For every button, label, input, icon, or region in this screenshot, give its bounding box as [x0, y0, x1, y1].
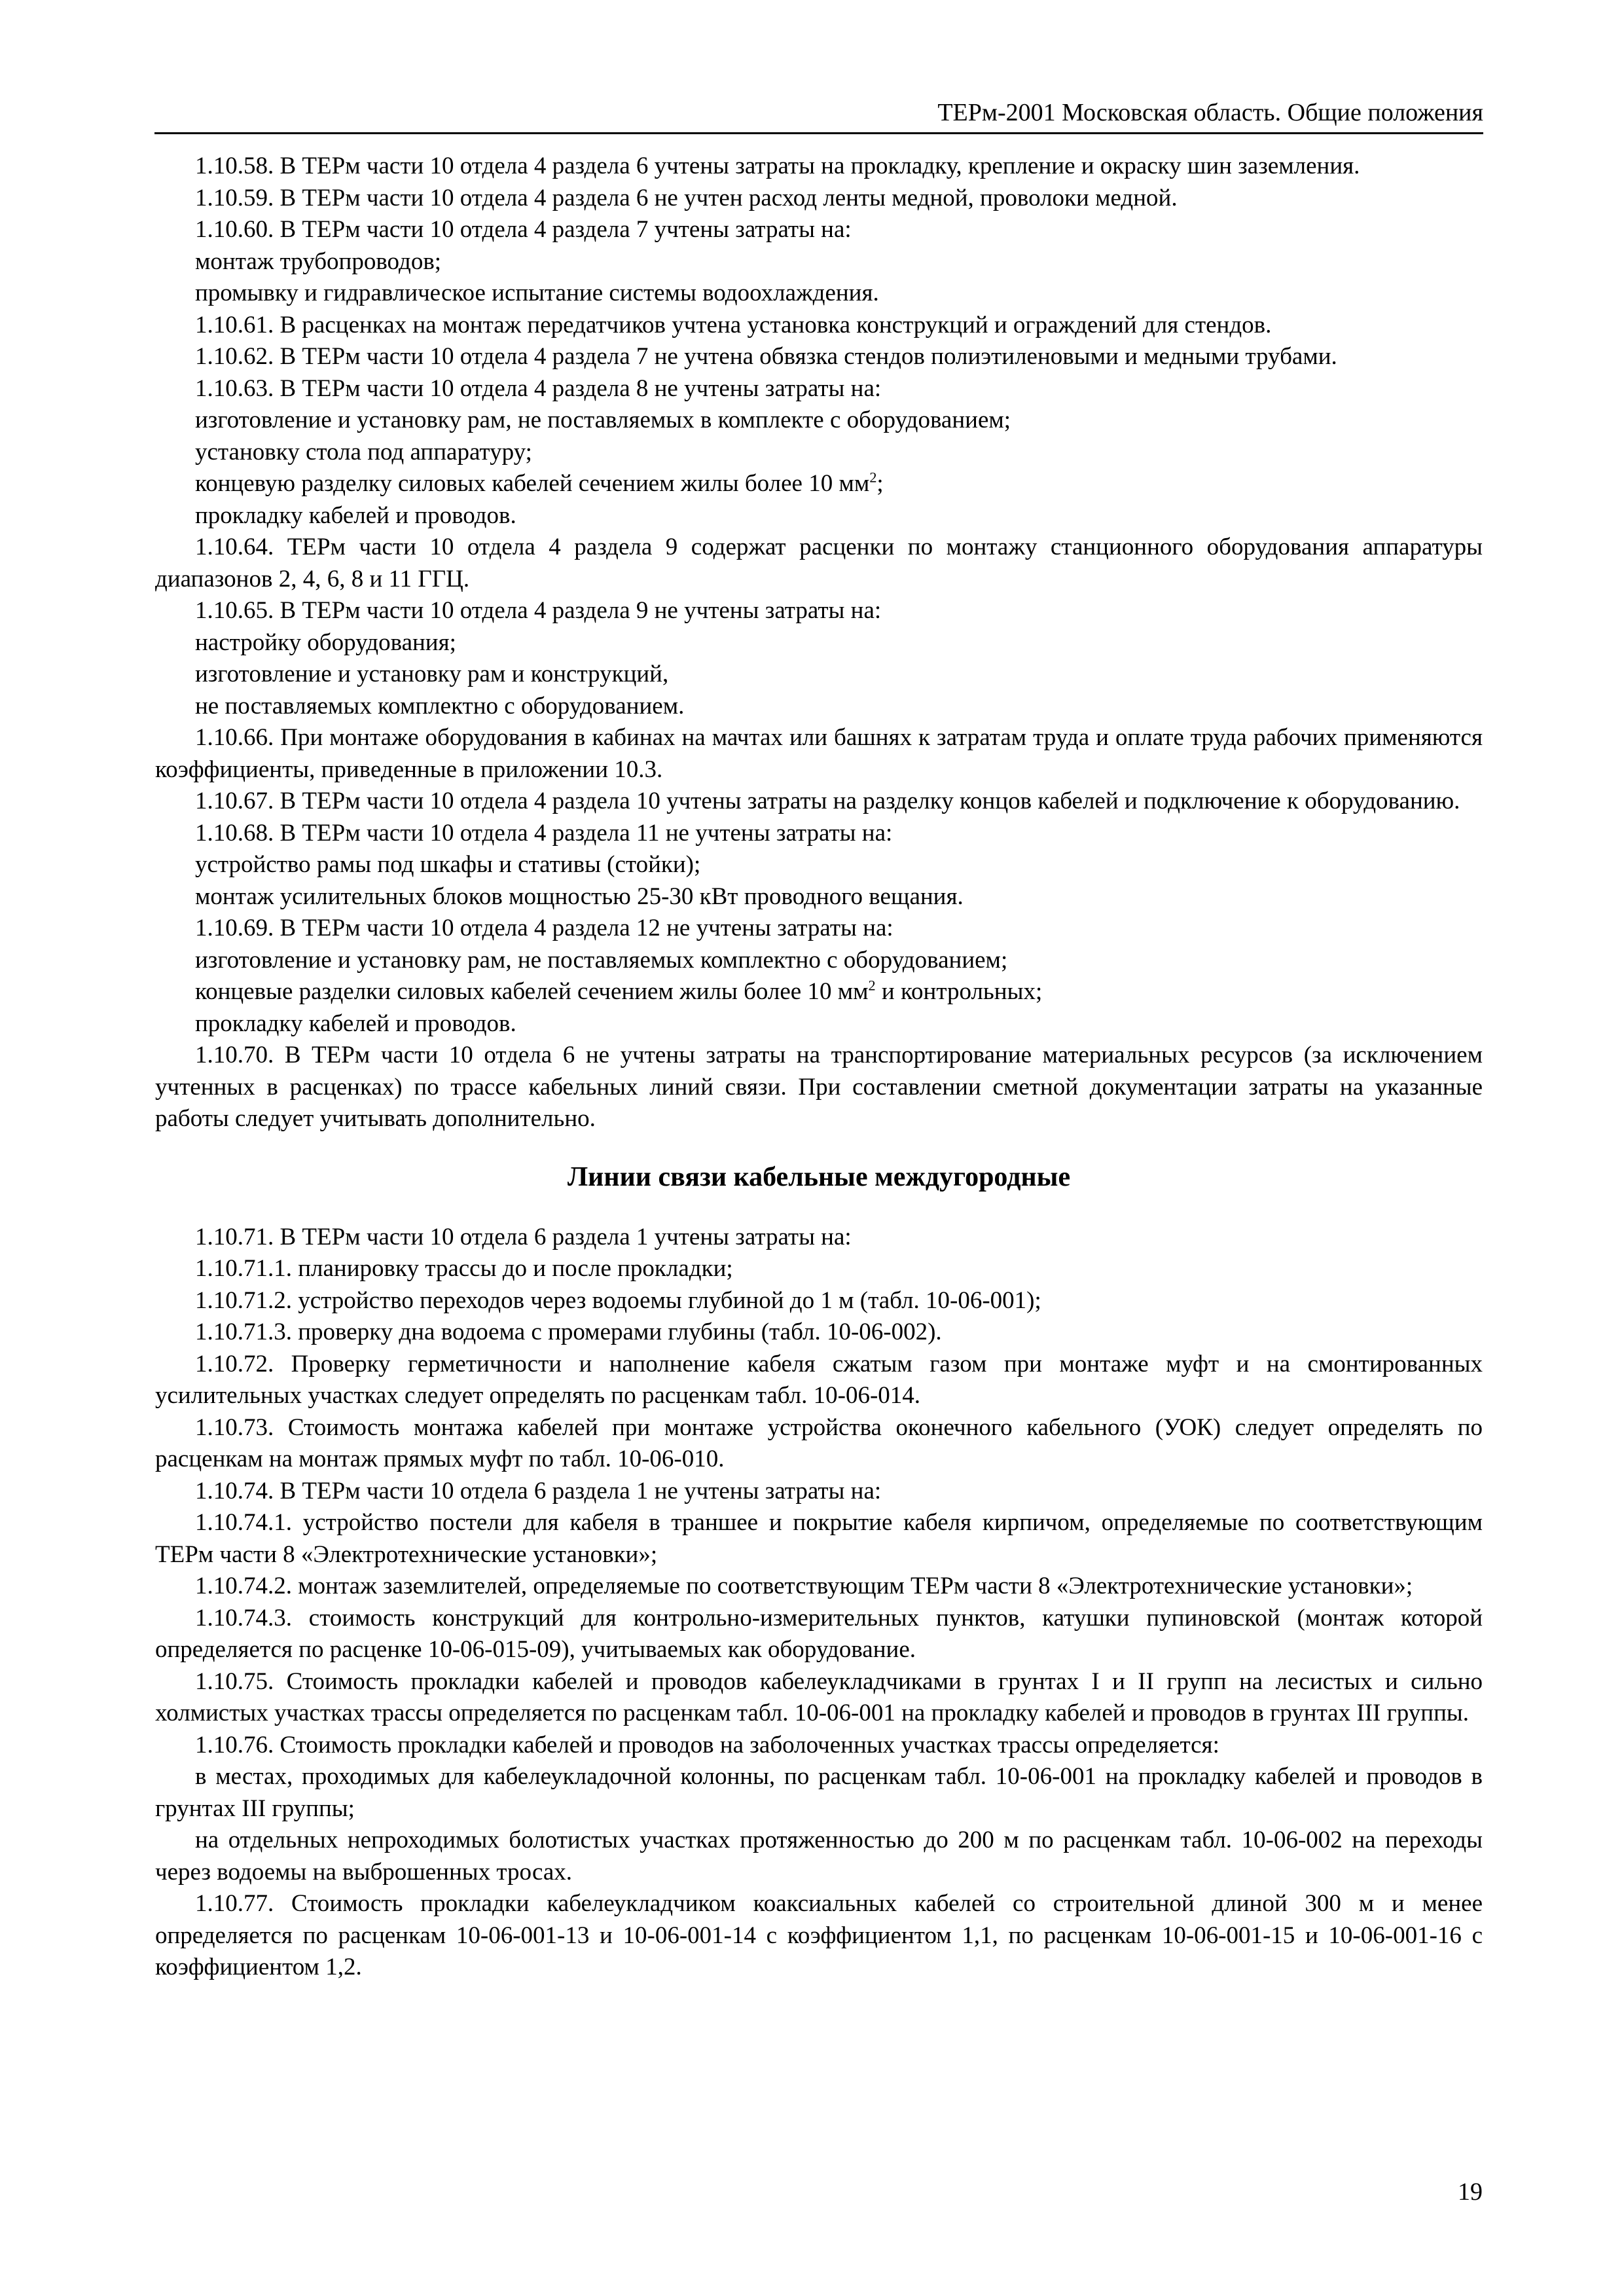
paragraph-1-10-71: 1.10.71. В ТЕРм части 10 отдела 6 раздела 1 учтены затраты на: [195, 1223, 852, 1250]
paragraph-1-10-74: 1.10.74. В ТЕРм части 10 отдела 6 раздела 1 не учтены затраты на: [195, 1477, 882, 1504]
paragraph-1-10-61: 1.10.61. В расценках на монтаж передатчиков учтена установка конструкций и ограждений для стендов. [195, 311, 1272, 338]
paragraph-1-10-72: 1.10.72. Проверку герметичности и наполнение кабеля сжатым газом при монтаже муфт и на смонтированных усилительных участках следует определять по расценкам табл. 10-06-014. [155, 1350, 1483, 1409]
list-item: монтаж трубопроводов; [195, 247, 442, 275]
paragraph-1-10-76-a: в местах, проходимых для кабелеукладочной колонны, по расценкам табл. 10-06-001 на прокладку кабелей и проводов в грунтах III группы; [155, 1763, 1483, 1822]
paragraph-1-10-62: 1.10.62. В ТЕРм части 10 отдела 4 раздела 7 не учтена обвязка стендов полиэтиленовыми и медными трубами. [195, 343, 1337, 370]
list-item-cable-cut-control [155, 976, 1483, 1008]
list-item: промывку и гидравлическое испытание системы водоохлаждения. [195, 280, 879, 306]
list-item-text: концевую разделку силовых кабелей сечением жилы более 10 мм [195, 470, 870, 497]
paragraph-1-10-64: 1.10.64. ТЕРм части 10 отдела 4 раздела 9 содержат расценки по монтажу станционного оборудования аппаратуры диапазонов 2, 4, 6, 8 и 11 ГГЦ. [155, 534, 1483, 592]
paragraph-1-10-68: 1.10.68. В ТЕРм части 10 отдела 4 раздела 11 не учтены затраты на: [195, 819, 893, 847]
header-title: ТЕРм-2001 Московская область. Общие положения [937, 99, 1483, 126]
list-item: не поставляемых комплектно с оборудованием. [195, 692, 685, 720]
list-item: изготовление и установку рам и конструкций, [195, 661, 669, 687]
list-item-cable-cut [155, 468, 1483, 500]
section-heading: Линии связи кабельные междугородные [567, 1161, 1071, 1192]
paragraph-1-10-71-2: 1.10.71.2. устройство переходов через водоемы глубиной до 1 м (табл. 10-06-001); [195, 1286, 1041, 1314]
paragraph-1-10-67: 1.10.67. В ТЕРм части 10 отдела 4 раздела 10 учтены затраты на разделку концов кабелей и подключение к оборудованию. [195, 788, 1460, 814]
paragraph-1-10-76-b: на отдельных непроходимых болотистых участках протяженностью до 200 м по расценкам табл. 10-06-002 на переходы через водоемы на выброшенных тросах. [155, 1827, 1483, 1886]
superscript: 2 [868, 977, 876, 994]
list-item-text: концевые разделки силовых кабелей сечением жилы более 10 мм [195, 978, 869, 1005]
list-item: настройку оборудования; [195, 629, 456, 656]
paragraph-1-10-59: 1.10.59. В ТЕРм части 10 отдела 4 раздела 6 не учтен расход ленты медной, проволоки медной. [195, 184, 1178, 211]
list-item-punct: ; [876, 470, 884, 497]
paragraph-1-10-69: 1.10.69. В ТЕРм части 10 отдела 4 раздела 12 не учтены затраты на: [195, 915, 893, 941]
page-header [154, 92, 1483, 134]
paragraph-1-10-71-1: 1.10.71.1. планировку трассы до и после прокладки; [195, 1255, 733, 1282]
paragraph-1-10-74-1: 1.10.74.1. устройство постели для кабеля в траншее и покрытие кабеля кирпичом, определяемые по соответствующим ТЕРм части 8 «Электротехнические установки»; [155, 1509, 1483, 1568]
list-item: установку стола под аппаратуру; [195, 438, 532, 465]
paragraph-1-10-74-3: 1.10.74.3. стоимость конструкций для контрольно-измерительных пунктов, катушки пупиновской (монтаж которой определяется по расценке 10-06-015-09), учитываемых как оборудование. [155, 1604, 1483, 1663]
paragraph-1-10-75: 1.10.75. Стоимость прокладки кабелей и проводов кабелеукладчиками в грунтах I и II групп на лесистых и сильно холмистых участках трассы определяется по расценкам табл. 10-06-001 на прокладку кабелей и проводов в грунтах III группы. [155, 1667, 1483, 1726]
superscript: 2 [869, 469, 877, 486]
paragraph-1-10-74-2: 1.10.74.2. монтаж заземлителей, определяемые по соответствующим ТЕРм части 8 «Электротехнические установки»; [195, 1573, 1413, 1599]
paragraph-1-10-73: 1.10.73. Стоимость монтажа кабелей при монтаже устройства оконечного кабельного (УОК) следует определять по расценкам на монтаж прямых муфт по табл. 10-06-010. [155, 1413, 1483, 1472]
list-item: монтаж усилительных блоков мощностью 25-30 кВт проводного вещания. [195, 883, 964, 910]
paragraph-1-10-65: 1.10.65. В ТЕРм части 10 отдела 4 раздела 9 не учтены затраты на: [195, 597, 882, 624]
list-item-text-end: и контрольных; [875, 978, 1043, 1005]
paragraph-1-10-77: 1.10.77. Стоимость прокладки кабелеукладчиком коаксиальных кабелей со строительной длиной 300 м и менее определяется по расценкам 10-06-001-13 и 10-06-001-14 с коэффициентом 1,1, по расценкам 10-06-001-15 и 10-06-001-16 с коэффициентом 1,2. [155, 1890, 1483, 1980]
list-item: прокладку кабелей и проводов. [195, 501, 516, 529]
page-number: 19 [1458, 2178, 1483, 2206]
paragraph-1-10-58: 1.10.58. В ТЕРм части 10 отдела 4 раздела 6 учтены затраты на прокладку, крепление и окраску шин заземления. [195, 153, 1360, 179]
paragraph-1-10-60: 1.10.60. В ТЕРм части 10 отдела 4 раздела 7 учтены затраты на: [195, 216, 852, 243]
paragraph-1-10-63: 1.10.63. В ТЕРм части 10 отдела 4 раздела 8 не учтены затраты на: [195, 374, 882, 402]
paragraph-1-10-76: 1.10.76. Стоимость прокладки кабелей и проводов на заболоченных участках трассы определяется: [195, 1731, 1219, 1758]
list-item: изготовление и установку рам, не поставляемых в комплекте с оборудованием; [195, 407, 1011, 433]
paragraph-1-10-71-3: 1.10.71.3. проверку дна водоема с промерами глубины (табл. 10-06-002). [195, 1319, 942, 1345]
paragraph-1-10-66: 1.10.66. При монтаже оборудования в кабинах на мачтах или башнях к затратам труда и оплате труда рабочих применяются коэффициенты, приведенные в приложении 10.3. [155, 724, 1483, 783]
document-body [155, 151, 1483, 1984]
list-item: прокладку кабелей и проводов. [195, 1010, 516, 1037]
list-item: устройство рамы под шкафы и стативы (стойки); [195, 851, 701, 878]
paragraph-1-10-70: 1.10.70. В ТЕРм части 10 отдела 6 не учтены затраты на транспортирование материальных ресурсов (за исключением учтенных в расценках) по трассе кабельных линий связи. При составлении сметной документации затраты на указанные работы следует учитывать дополнительно. [155, 1042, 1483, 1132]
list-item: изготовление и установку рам, не поставляемых комплектно с оборудованием; [195, 946, 1008, 974]
